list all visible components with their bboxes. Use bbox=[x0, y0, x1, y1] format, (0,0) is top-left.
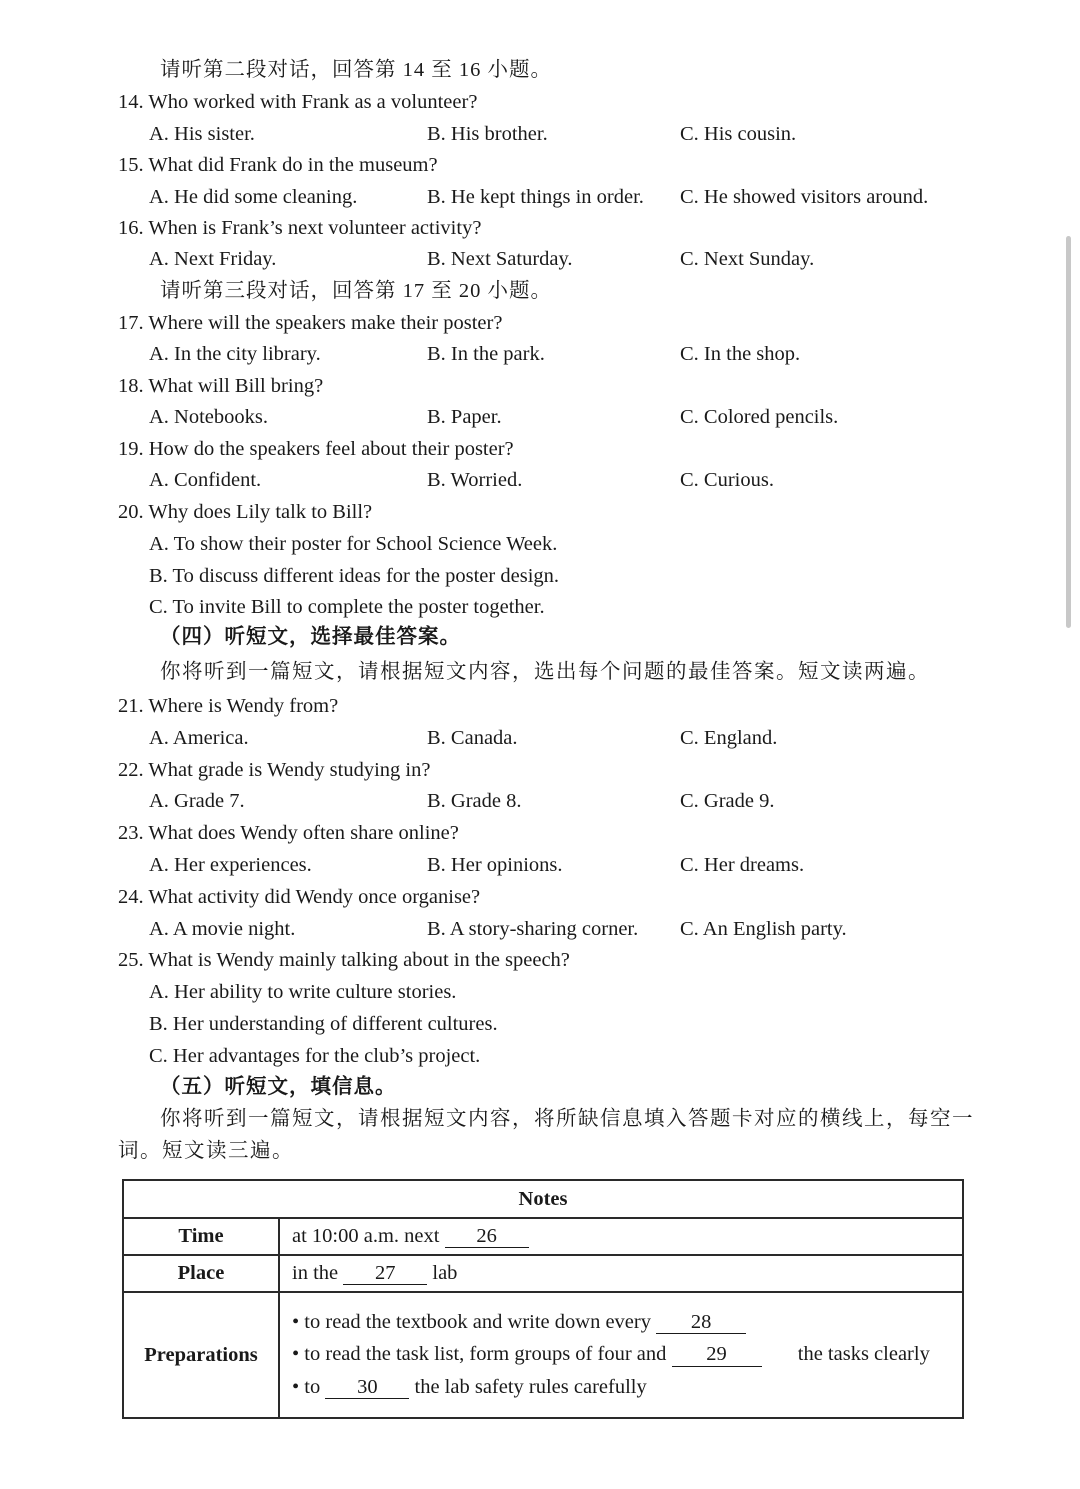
question-21: 21. Where is Wendy from? bbox=[118, 695, 339, 717]
blank-26: 26 bbox=[445, 1226, 529, 1249]
q14-option-c: C. His cousin. bbox=[680, 123, 797, 145]
q16-option-b: B. Next Saturday. bbox=[427, 248, 573, 270]
prep-item-3 bbox=[292, 1376, 962, 1400]
q23-option-c: C. Her dreams. bbox=[680, 854, 805, 876]
time-label: Time bbox=[123, 1218, 279, 1255]
q19-option-a: A. Confident. bbox=[149, 469, 262, 491]
question-24: 24. What activity did Wendy once organise? bbox=[118, 886, 481, 908]
place-label: Place bbox=[123, 1255, 279, 1292]
q21-option-b: B. Canada. bbox=[427, 727, 518, 749]
notes-table bbox=[122, 1179, 964, 1419]
preparations-label: Preparations bbox=[123, 1292, 279, 1418]
place-suffix: lab bbox=[432, 1261, 458, 1284]
question-25: 25. What is Wendy mainly talking about in the speech? bbox=[118, 949, 570, 971]
q20-option-a: A. To show their poster for School Science Week. bbox=[149, 533, 558, 555]
scrollbar[interactable] bbox=[1066, 236, 1071, 628]
q16-option-c: C. Next Sunday. bbox=[680, 248, 815, 270]
q22-option-c: C. Grade 9. bbox=[680, 790, 775, 812]
q21-option-c: C. England. bbox=[680, 727, 778, 749]
place-cell bbox=[279, 1255, 963, 1292]
part4-title: （四）听短文，选择最佳答案。 bbox=[160, 626, 461, 648]
section2-intro: 请听第二段对话，回答第 14 至 16 小题。 bbox=[160, 59, 552, 81]
q18-option-a: A. Notebooks. bbox=[149, 406, 269, 428]
q17-option-c: C. In the shop. bbox=[680, 343, 801, 365]
q24-option-b: B. A story-sharing corner. bbox=[427, 918, 639, 940]
part5-title: （五）听短文，填信息。 bbox=[160, 1076, 397, 1098]
q19-option-b: B. Worried. bbox=[427, 469, 523, 491]
q18-option-c: C. Colored pencils. bbox=[680, 406, 839, 428]
question-20: 20. Why does Lily talk to Bill? bbox=[118, 501, 373, 523]
question-15: 15. What did Frank do in the museum? bbox=[118, 154, 438, 176]
q15-option-b: B. He kept things in order. bbox=[427, 186, 644, 208]
q15-option-a: A. He did some cleaning. bbox=[149, 186, 358, 208]
q14-option-b: B. His brother. bbox=[427, 123, 548, 145]
q16-option-a: A. Next Friday. bbox=[149, 248, 277, 270]
q21-option-a: A. America. bbox=[149, 727, 249, 749]
q25-option-b: B. Her understanding of different cultures. bbox=[149, 1013, 498, 1035]
section3-intro: 请听第三段对话，回答第 17 至 20 小题。 bbox=[160, 280, 552, 302]
q15-option-c: C. He showed visitors around. bbox=[680, 186, 929, 208]
prep-item-3-suffix: the lab safety rules carefully bbox=[414, 1375, 647, 1398]
q17-option-b: B. In the park. bbox=[427, 343, 545, 365]
prep-item-3-prefix: • to bbox=[292, 1375, 321, 1398]
blank-29: 29 bbox=[672, 1344, 762, 1367]
q25-option-a: A. Her ability to write culture stories. bbox=[149, 981, 457, 1003]
part5-instruction-line2: 词。短文读三遍。 bbox=[118, 1140, 294, 1162]
place-prefix: in the bbox=[292, 1261, 339, 1284]
time-cell bbox=[279, 1218, 963, 1255]
q22-option-a: A. Grade 7. bbox=[149, 790, 245, 812]
prep-item-1 bbox=[292, 1311, 962, 1335]
prep-item-2 bbox=[292, 1343, 962, 1367]
blank-27: 27 bbox=[343, 1263, 427, 1286]
question-22: 22. What grade is Wendy studying in? bbox=[118, 759, 431, 781]
q20-option-b: B. To discuss different ideas for the poster design. bbox=[149, 565, 560, 587]
q23-option-a: A. Her experiences. bbox=[149, 854, 312, 876]
blank-30: 30 bbox=[325, 1377, 409, 1400]
q20-option-c: C. To invite Bill to complete the poster together. bbox=[149, 596, 545, 618]
q24-option-a: A. A movie night. bbox=[149, 918, 296, 940]
q19-option-c: C. Curious. bbox=[680, 469, 774, 491]
prep-item-2-suffix: the tasks clearly bbox=[797, 1343, 930, 1366]
preparations-cell bbox=[279, 1292, 963, 1418]
question-17: 17. Where will the speakers make their poster? bbox=[118, 312, 503, 334]
q23-option-b: B. Her opinions. bbox=[427, 854, 563, 876]
prep-item-2-text: • to read the task list, form groups of four and bbox=[292, 1343, 667, 1366]
blank-28: 28 bbox=[656, 1312, 746, 1335]
q18-option-b: B. Paper. bbox=[427, 406, 502, 428]
question-19: 19. How do the speakers feel about their poster? bbox=[118, 438, 514, 460]
notes-title: Notes bbox=[123, 1180, 963, 1218]
q25-option-c: C. Her advantages for the club’s project. bbox=[149, 1045, 481, 1067]
question-16: 16. When is Frank’s next volunteer activity? bbox=[118, 217, 482, 239]
part5-instruction-line1: 你将听到一篇短文，请根据短文内容，将所缺信息填入答题卡对应的横线上，每空一 bbox=[160, 1108, 974, 1130]
prep-item-1-text: • to read the textbook and write down every bbox=[292, 1310, 651, 1333]
q24-option-c: C. An English party. bbox=[680, 918, 847, 940]
question-18: 18. What will Bill bring? bbox=[118, 375, 324, 397]
time-text: at 10:00 a.m. next bbox=[292, 1224, 440, 1247]
question-23: 23. What does Wendy often share online? bbox=[118, 822, 459, 844]
q17-option-a: A. In the city library. bbox=[149, 343, 321, 365]
question-14: 14. Who worked with Frank as a volunteer? bbox=[118, 91, 478, 113]
q14-option-a: A. His sister. bbox=[149, 123, 255, 145]
q22-option-b: B. Grade 8. bbox=[427, 790, 522, 812]
part4-instruction: 你将听到一篇短文，请根据短文内容，选出每个问题的最佳答案。短文读两遍。 bbox=[160, 661, 930, 683]
